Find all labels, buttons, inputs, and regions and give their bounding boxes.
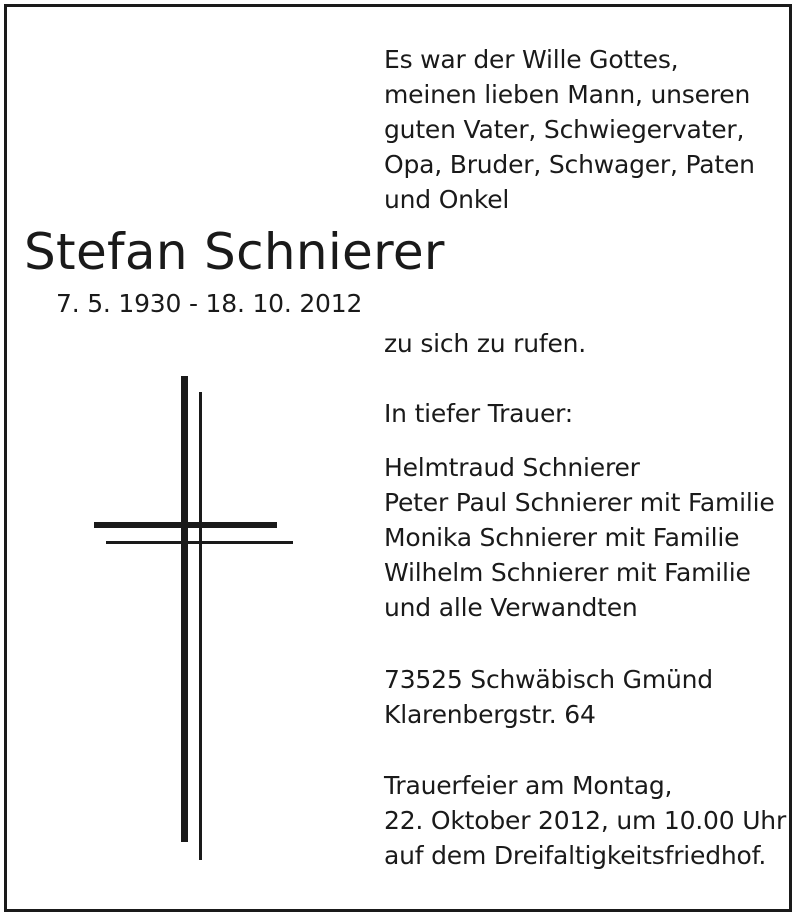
service-info xyxy=(384,768,786,873)
double-cross-icon xyxy=(90,374,300,864)
mourner-line: Wilhelm Schnierer mit Familie xyxy=(384,558,751,587)
cross-horizontal-thick xyxy=(94,522,277,528)
intro-line: Opa, Bruder, Schwager, Paten xyxy=(384,150,755,179)
mourner-line: Peter Paul Schnierer mit Familie xyxy=(384,488,775,517)
mourning-label: In tiefer Trauer: xyxy=(384,399,573,428)
cross-vertical-thin xyxy=(199,392,202,860)
mourners-list xyxy=(384,450,775,625)
cross-vertical-thick xyxy=(181,376,188,842)
life-dates: 7. 5. 1930 - 18. 10. 2012 xyxy=(56,289,363,318)
address-line: 73525 Schwäbisch Gmünd xyxy=(384,665,713,694)
mourner-line: und alle Verwandten xyxy=(384,593,638,622)
address xyxy=(384,662,713,732)
cross-horizontal-thin xyxy=(106,541,293,544)
intro-line: meinen lieben Mann, unseren xyxy=(384,80,751,109)
call-text: zu sich zu rufen. xyxy=(384,329,587,358)
intro-line: Es war der Wille Gottes, xyxy=(384,45,679,74)
mourner-line: Monika Schnierer mit Familie xyxy=(384,523,740,552)
service-line: 22. Oktober 2012, um 10.00 Uhr xyxy=(384,806,787,835)
address-line: Klarenbergstr. 64 xyxy=(384,700,596,729)
intro-line: guten Vater, Schwiegervater, xyxy=(384,115,745,144)
service-line: auf dem Dreifaltigkeitsfriedhof. xyxy=(384,841,767,870)
intro-text xyxy=(384,42,755,217)
intro-line: und Onkel xyxy=(384,185,510,214)
mourner-line: Helmtraud Schnierer xyxy=(384,453,640,482)
service-line: Trauerfeier am Montag, xyxy=(384,771,673,800)
deceased-name: Stefan Schnierer xyxy=(24,223,445,281)
